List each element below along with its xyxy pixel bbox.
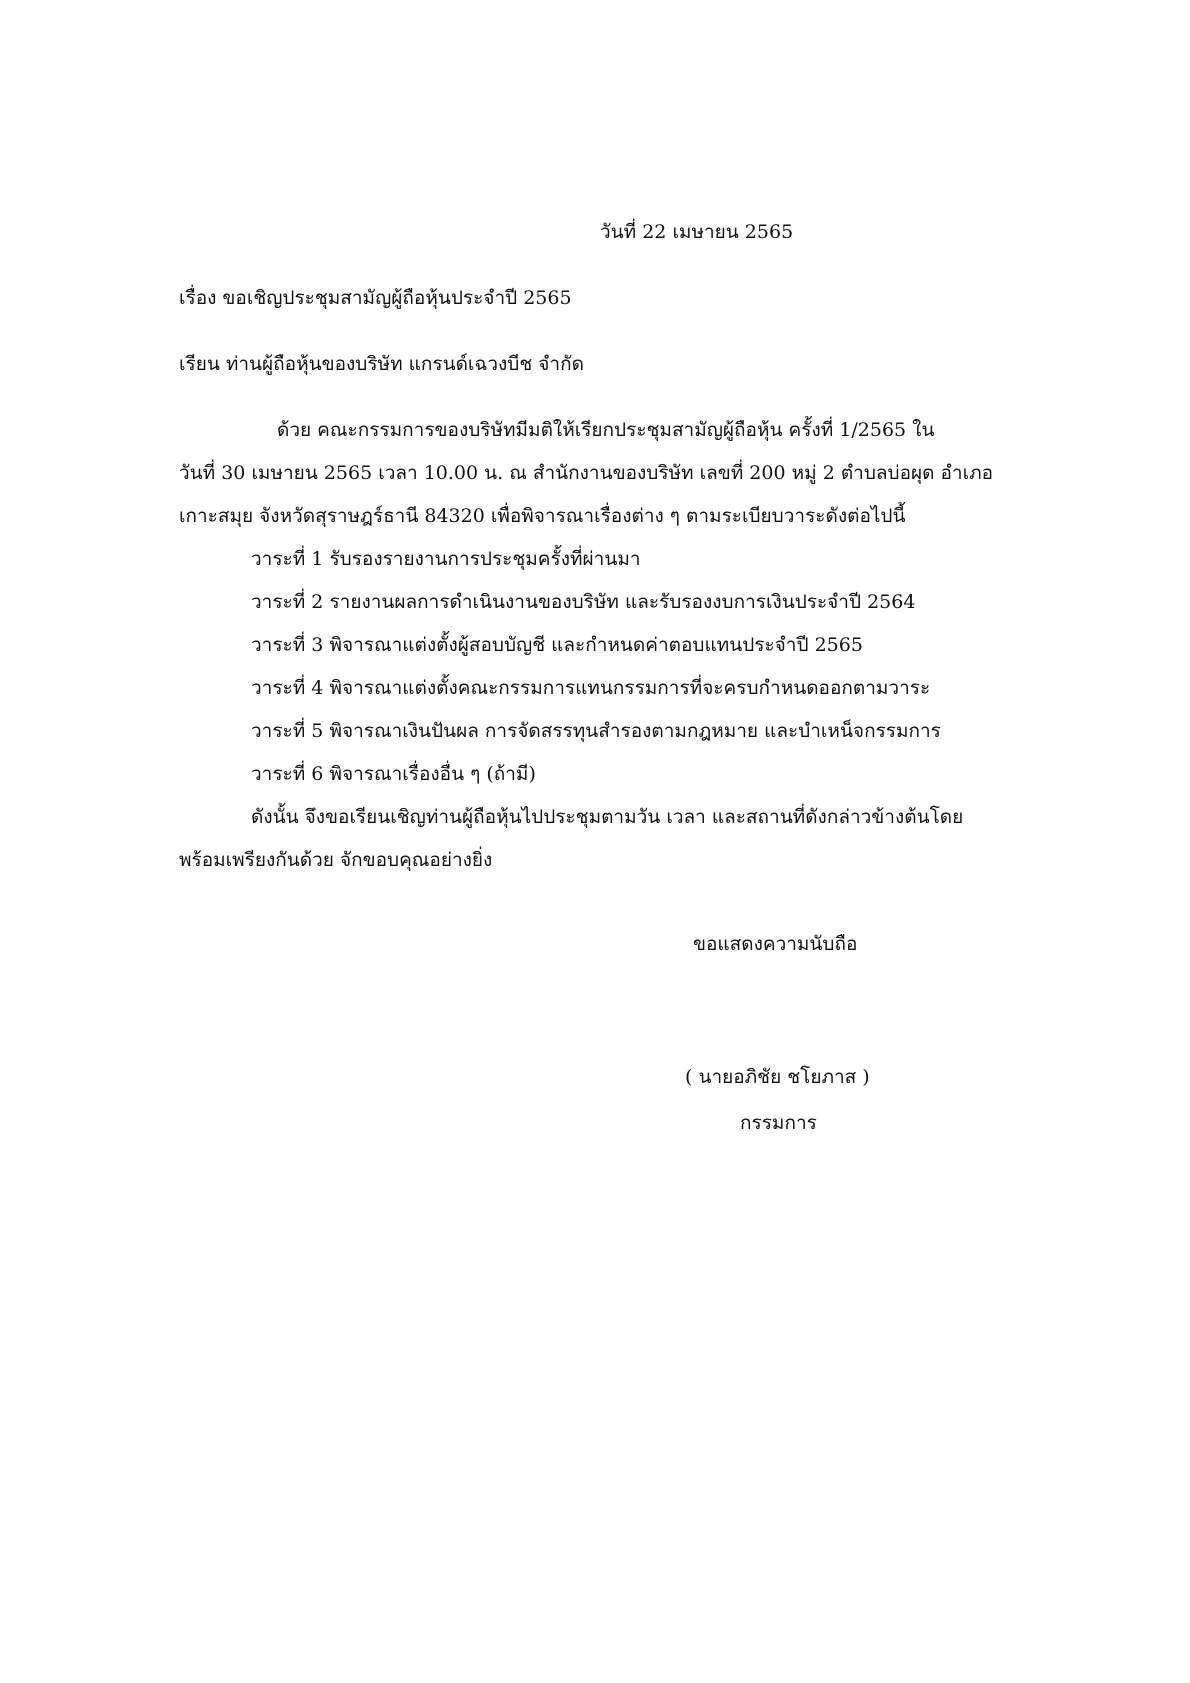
conclusion-line: ดังนั้น จึงขอเรียนเชิญท่านผู้ถือหุ้นไปประชุมตามวัน เวลา และสถานที่ดังกล่าวข้างต้นโดย	[251, 806, 964, 828]
signer-position: กรรมการ	[740, 1112, 817, 1134]
agenda-item: วาระที่ 6 พิจารณาเรื่องอื่น ๆ (ถ้ามี)	[251, 763, 536, 785]
agenda-item: วาระที่ 5 พิจารณาเงินปันผล การจัดสรรทุนสำรองตามกฎหมาย และบำเหน็จกรรมการ	[251, 720, 941, 742]
letter-salutation: เรียน ท่านผู้ถือหุ้นของบริษัท แกรนด์เฉวงบีช จำกัด	[179, 353, 584, 375]
agenda-item: วาระที่ 4 พิจารณาแต่งตั้งคณะกรรมการแทนกรรมการที่จะครบกำหนดออกตามวาระ	[251, 677, 931, 699]
agenda-item: วาระที่ 1 รับรองรายงานการประชุมครั้งที่ผ่านมา	[251, 548, 641, 570]
letter-date: วันที่ 22 เมษายน 2565	[600, 221, 794, 243]
body-line: วันที่ 30 เมษายน 2565 เวลา 10.00 น. ณ สำนักงานของบริษัท เลขที่ 200 หมู่ 2 ตำบลบ่อผุด อำเภอ	[179, 462, 994, 484]
conclusion-line: พร้อมเพรียงกันด้วย จักขอบคุณอย่างยิ่ง	[179, 849, 493, 871]
body-line: ด้วย คณะกรรมการของบริษัทมีมติให้เรียกประชุมสามัญผู้ถือหุ้น ครั้งที่ 1/2565 ใน	[277, 419, 935, 441]
agenda-item: วาระที่ 2 รายงานผลการดำเนินงานของบริษัท และรับรองงบการเงินประจำปี 2564	[251, 591, 916, 613]
agenda-item: วาระที่ 3 พิจารณาแต่งตั้งผู้สอบบัญชี และกำหนดค่าตอบแทนประจำปี 2565	[251, 634, 863, 656]
letter-subject: เรื่อง ขอเชิญประชุมสามัญผู้ถือหุ้นประจำปี 2565	[179, 287, 572, 309]
signer-name: ( นายอภิชัย ชโยภาส )	[685, 1066, 870, 1088]
body-line: เกาะสมุย จังหวัดสุราษฎร์ธานี 84320 เพื่อพิจารณาเรื่องต่าง ๆ ตามระเบียบวาระดังต่อไปนี้	[179, 505, 906, 527]
closing-phrase: ขอแสดงความนับถือ	[693, 933, 858, 955]
